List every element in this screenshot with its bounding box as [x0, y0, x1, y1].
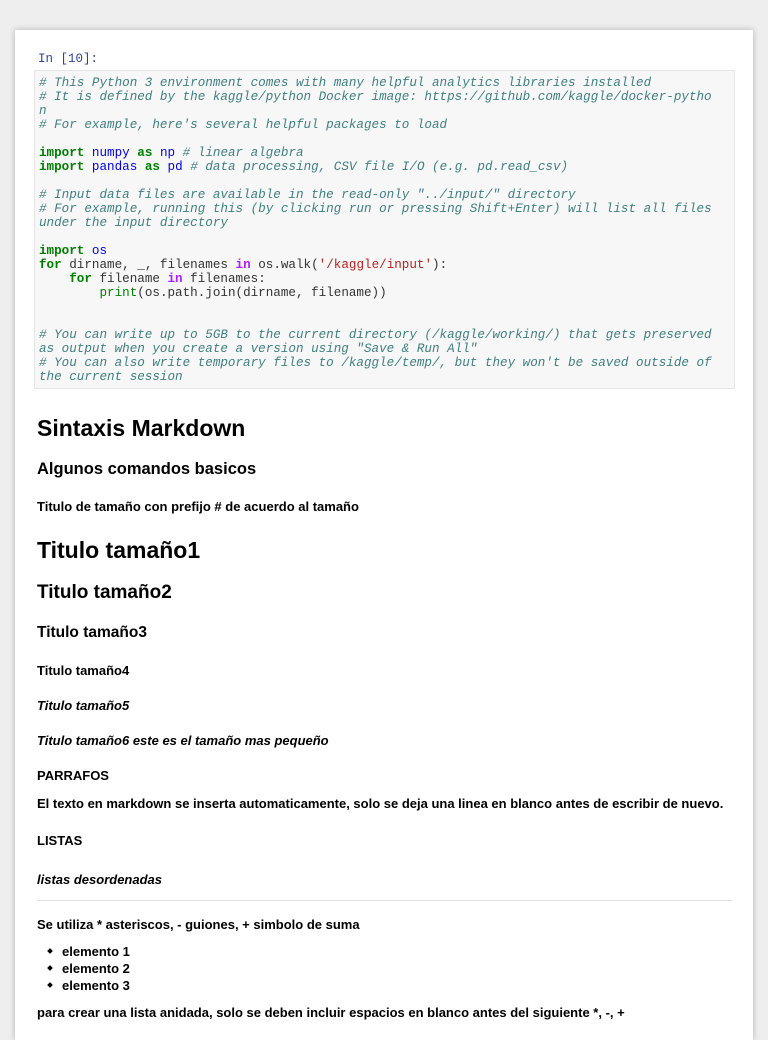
code-token: as: [137, 146, 153, 160]
code-token: n: [39, 104, 47, 118]
code-line: [39, 356, 734, 370]
code-token: import: [39, 244, 85, 258]
code-token: # For example, running this (by clicking run or pressing Shift+Enter) will list all files: [39, 202, 712, 216]
code-token: [175, 146, 183, 160]
code-token: print: [99, 286, 138, 300]
code-token: os: [91, 244, 108, 258]
code-token: in: [235, 258, 251, 272]
divider: [37, 900, 732, 901]
code-line: [39, 104, 734, 118]
code-token: pandas: [91, 160, 138, 174]
code-line: [39, 370, 734, 384]
code-line: [39, 188, 734, 202]
code-line: [39, 76, 734, 90]
code-token: # linear algebra: [182, 146, 304, 160]
code-line: [39, 90, 734, 104]
heading-size-2: Titulo tamaño2: [37, 582, 172, 603]
code-cell-editor[interactable]: [34, 70, 735, 389]
code-token: # You can also write temporary files to /kaggle/temp/, but they won't be saved outside of: [39, 356, 712, 370]
code-token: # It is defined by the kaggle/python Docker image: https://github.com/kaggle/docker-pytho: [39, 90, 712, 104]
code-token: the current session: [39, 370, 183, 384]
list-item: [45, 977, 130, 994]
code-token: '/kaggle/input': [318, 258, 433, 272]
markdown-h1: Sintaxis Markdown: [37, 415, 246, 441]
heading-size-5: Titulo tamaño5: [37, 698, 130, 713]
code-line: [39, 216, 734, 230]
list-item: [45, 960, 130, 977]
code-token: # data processing, CSV file I/O (e.g. pd.read_csv): [190, 160, 569, 174]
code-token: [39, 272, 69, 286]
code-token: [152, 146, 160, 160]
code-token: [137, 160, 145, 174]
code-line: [39, 342, 734, 356]
code-token: [160, 160, 168, 174]
code-token: [84, 160, 92, 174]
code-token: pd: [167, 160, 183, 174]
code-line: [39, 272, 734, 286]
markdown-intro: Titulo de tamaño con prefijo # de acuerdo al tamaño: [37, 499, 359, 514]
heading-size-4: Titulo tamaño4: [37, 663, 130, 678]
heading-size-1: Titulo tamaño1: [37, 537, 201, 563]
bullet-icon: [47, 965, 53, 971]
section-listas: LISTAS: [37, 833, 83, 848]
code-token: filenames:: [182, 272, 266, 286]
code-token: np: [159, 146, 176, 160]
code-token: import: [39, 146, 85, 160]
code-line: [39, 286, 734, 300]
code-line: [39, 160, 734, 174]
code-token: numpy: [91, 146, 130, 160]
code-token: in: [167, 272, 183, 286]
code-token: ):: [432, 258, 448, 272]
notebook-page: [15, 30, 753, 1040]
code-token: import: [39, 160, 85, 174]
code-line: [39, 244, 734, 258]
code-token: [84, 244, 92, 258]
code-token: [39, 286, 99, 300]
list-item-label: elemento 2: [62, 961, 130, 976]
list-item: [45, 943, 130, 960]
code-token: os.walk(: [250, 258, 319, 272]
code-token: [84, 146, 92, 160]
code-token: for: [69, 272, 92, 286]
code-line: [39, 202, 734, 216]
code-token: # For example, here's several helpful packages to load: [39, 118, 448, 132]
code-token: as output when you create a version using "Save & Run All": [39, 342, 478, 356]
code-line: [39, 146, 734, 160]
unordered-list: [45, 943, 130, 994]
cell-prompt: In [10]:: [38, 52, 99, 66]
code-token: filename: [91, 272, 168, 286]
heading-size-6: Titulo tamaño6 este es el tamaño mas pequeño: [37, 733, 329, 748]
paragraph-text: El texto en markdown se inserta automaticamente, solo se deja una linea en blanco antes de escribir de nuevo.: [37, 796, 724, 811]
bullet-icon: [47, 948, 53, 954]
code-token: # Input data files are available in the read-only "../input/" directory: [39, 188, 576, 202]
code-token: # You can write up to 5GB to the current directory (/kaggle/working/) that gets preserved: [39, 328, 712, 342]
code-line: [39, 314, 734, 328]
section-parrafos: PARRAFOS: [37, 768, 109, 783]
code-token: # This Python 3 environment comes with many helpful analytics libraries installed: [39, 76, 652, 90]
subsection-listas-desordenadas: listas desordenadas: [37, 872, 162, 887]
code-token: under the input directory: [39, 216, 228, 230]
code-line: [39, 230, 734, 244]
code-line: [39, 328, 734, 342]
bullet-icon: [47, 982, 53, 988]
code-line: [39, 174, 734, 188]
heading-size-3: Titulo tamaño3: [37, 624, 147, 641]
code-token: (os.path.join(dirname, filename)): [137, 286, 387, 300]
list-usage-text: Se utiliza * asteriscos, - guiones, + simbolo de suma: [37, 917, 360, 932]
list-item-label: elemento 1: [62, 944, 130, 959]
code-token: dirname, _, filenames: [61, 258, 236, 272]
code-line: [39, 258, 734, 272]
code-line: [39, 300, 734, 314]
list-item-label: elemento 3: [62, 978, 130, 993]
code-line: [39, 118, 734, 132]
nested-list-text: para crear una lista anidada, solo se deben incluir espacios en blanco antes del siguiente *, -, +: [37, 1005, 625, 1020]
markdown-h3: Algunos comandos basicos: [37, 460, 257, 478]
code-token: for: [39, 258, 62, 272]
code-token: as: [144, 160, 160, 174]
code-line: [39, 132, 734, 146]
